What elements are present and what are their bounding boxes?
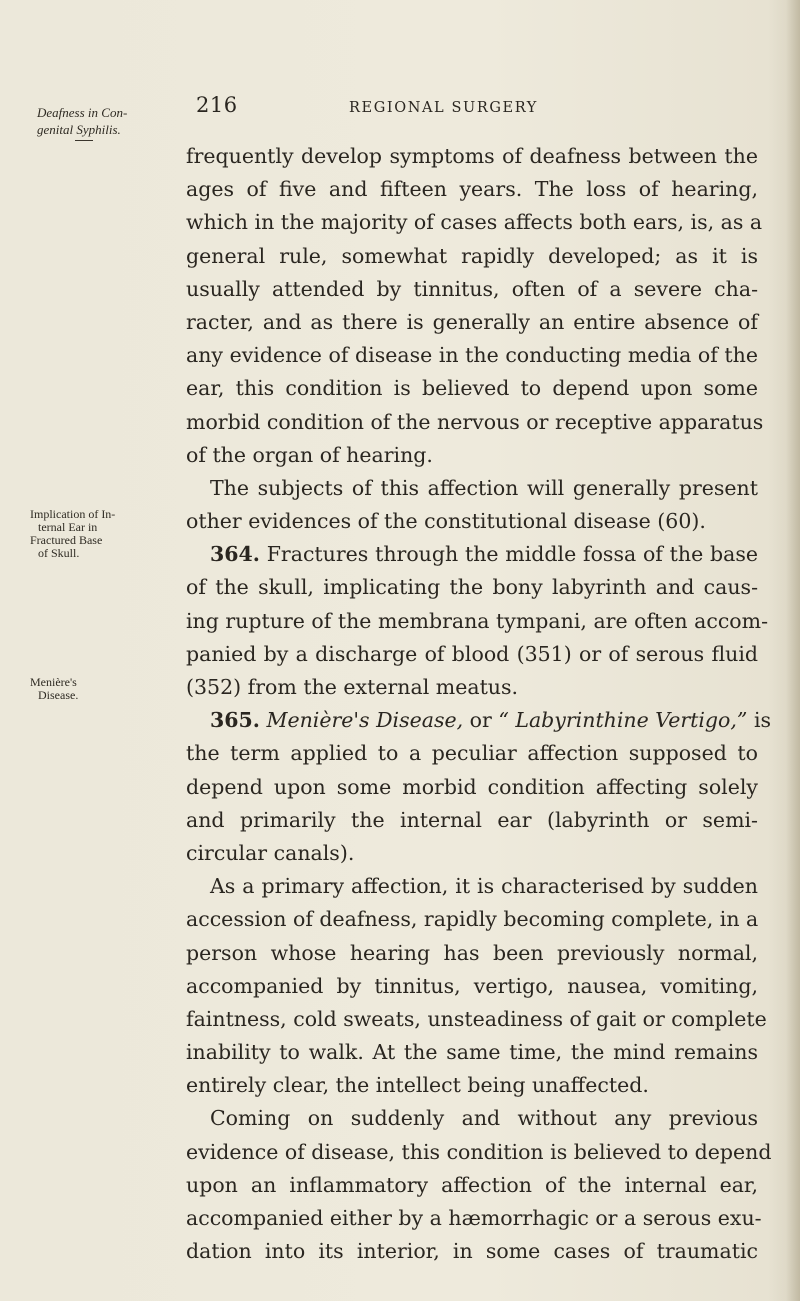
running-head-title: REGIONAL SURGERY [349, 100, 538, 116]
text-line: dation into its interior, in some cases of traumatic [186, 1239, 758, 1264]
text-line: any evidence of disease in the conducting media of the [186, 343, 758, 368]
text-line: As a primary affection, it is characterised by sudden [210, 874, 758, 899]
text-line: of the skull, implicating the bony labyrinth and caus- [186, 575, 758, 600]
text-line: upon an inflammatory affection of the internal ear, [186, 1172, 758, 1197]
text-line: general rule, somewhat rapidly developed; as it is [186, 243, 758, 268]
text-line: racter, and as there is generally an entire absence of [186, 309, 758, 334]
text-line: entirely clear, the intellect being unaffected. [186, 1073, 649, 1098]
body-text [186, 140, 772, 1268]
text-line: Coming on suddenly and without any previous [210, 1106, 758, 1131]
text-line: accompanied either by a hæmorrhagic or a serous exu- [186, 1206, 762, 1230]
text-line: the term applied to a peculiar affection supposed to [186, 741, 758, 766]
text-line: morbid condition of the nervous or receptive apparatus [186, 409, 764, 434]
margin-note-line: Disease. [38, 688, 79, 702]
text-line: accession of deafness, rapidly becoming complete, in a [186, 907, 759, 932]
margin-note-line: Menière's [30, 675, 77, 689]
margin-note-line: Implication of In- [30, 507, 116, 521]
text-line: Fractures through the middle fossa of the base [266, 542, 758, 567]
text-line: which in the majority of cases affects both ears, is, as a [186, 210, 763, 235]
side-heading-line: Deafness in Con- [37, 105, 128, 120]
page-number: 216 [196, 93, 238, 117]
text-line: The subjects of this affection will generally present [210, 475, 758, 500]
connector-word: or [469, 708, 492, 733]
text-line: circular canals). [186, 840, 355, 865]
text-line: (352) from the external meatus. [186, 675, 519, 699]
side-heading-dash [75, 140, 93, 141]
text-line: faintness, cold sweats, unsteadiness of gait or complete [186, 1006, 767, 1031]
text-line: evidence of disease, this condition is believed to depend [186, 1139, 772, 1164]
side-heading-line: genital Syphilis. [37, 122, 121, 137]
text-line: is [753, 708, 772, 733]
text-line: usually attended by tinnitus, often of a severe cha- [186, 276, 758, 301]
text-line: and primarily the internal ear (labyrinth or semi- [186, 807, 758, 832]
text-line: ear, this condition is believed to depend upon some [186, 376, 758, 401]
paragraph-number: 364. [210, 542, 260, 567]
text-line: accompanied by tinnitus, vertigo, nausea, vomiting, [186, 973, 758, 998]
text-line: of the organ of hearing. [186, 442, 433, 467]
text-line: other evidences of the constitutional disease (60). [186, 509, 706, 534]
page-edge-shadow [786, 0, 800, 1301]
term-labyrinthine-vertigo: “ Labyrinthine Vertigo,” [498, 708, 748, 733]
paragraph-number: 365. [210, 708, 260, 733]
paragraph-365-first-line [186, 704, 772, 737]
margin-note-line: ternal Ear in [38, 520, 98, 534]
text-line: inability to walk. At the same time, the mind remains [186, 1040, 758, 1065]
margin-note-line: Fractured Base [30, 533, 103, 547]
text-line: depend upon some morbid condition affecting solely [186, 774, 758, 799]
text-line: ages of five and fifteen years. The loss of hearing, [186, 177, 758, 202]
text-line: person whose hearing has been previously normal, [186, 940, 758, 965]
margin-note-menieres [30, 676, 130, 702]
text-line: frequently develop symptoms of deafness between the [186, 144, 758, 168]
text-line: ing rupture of the membrana tympani, are often accom- [186, 608, 769, 633]
running-head [0, 93, 800, 133]
paragraph-364-first-line [186, 538, 758, 571]
margin-note-implication [30, 508, 130, 560]
text-line: panied by a discharge of blood (351) or of serous fluid [186, 641, 758, 666]
margin-note-line: of Skull. [38, 546, 80, 560]
term-menieres-disease: Menière's Disease, [266, 708, 464, 733]
